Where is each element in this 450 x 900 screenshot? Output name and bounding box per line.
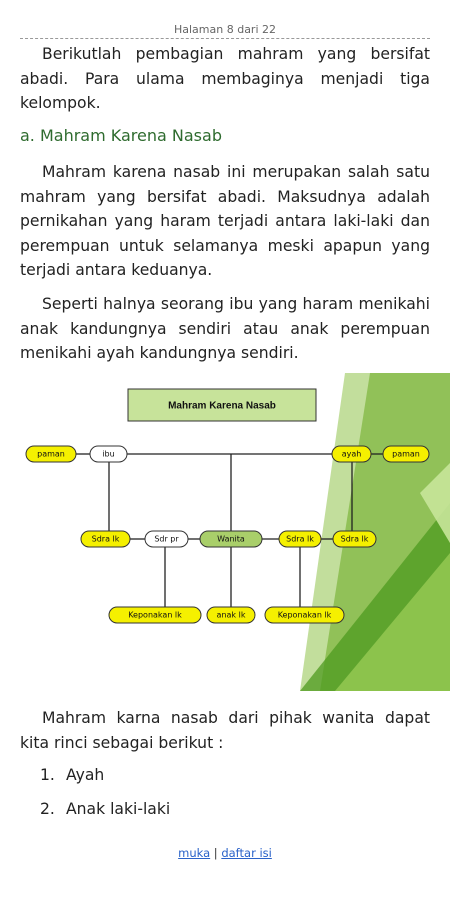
- list-item: [40, 800, 170, 818]
- list-text: Anak laki-laki: [66, 800, 171, 818]
- list-number: 2.: [40, 800, 55, 818]
- page-indicator: Halaman 8 dari 22: [173, 23, 277, 36]
- node-anak-lk: [207, 607, 255, 623]
- diagram-svg: [0, 373, 450, 691]
- svg-text:Sdra lk: Sdra lk: [91, 534, 120, 544]
- node-sdra-lk-mid: [279, 531, 321, 547]
- svg-text:Keponakan lk: Keponakan lk: [128, 610, 182, 620]
- node-ibu: [90, 446, 127, 462]
- mahram-diagram: [0, 373, 450, 691]
- node-paman-right: [383, 446, 429, 462]
- svg-text:Sdra lk: Sdra lk: [286, 534, 314, 544]
- node-paman-left: [26, 446, 76, 462]
- svg-text:Keponakan lk: Keponakan lk: [277, 610, 332, 620]
- muka-link[interactable]: muka: [178, 846, 211, 860]
- footer-nav: [0, 846, 450, 860]
- node-sdr-pr: [145, 531, 188, 547]
- footer-separator: |: [213, 846, 218, 860]
- svg-text:ayah: ayah: [341, 449, 362, 459]
- node-wanita: [200, 531, 262, 547]
- diagram-title: Mahram Karena Nasab: [168, 400, 276, 412]
- svg-text:Sdra lk: Sdra lk: [340, 534, 369, 544]
- diagram-background: [300, 373, 450, 691]
- section-paragraph-1: Mahram karena nasab ini merupakan salah satu mahram yang bersifat abadi. Maksudnya adalah pernikahan yang haram terjadi antara laki-laki dan perempuan untuk selamanya meski apapun yang terjadi antara keduanya.: [20, 163, 430, 279]
- svg-text:paman: paman: [37, 449, 65, 459]
- diagram-title-box: [128, 389, 316, 421]
- list-text: Ayah: [66, 766, 105, 784]
- daftar-isi-link[interactable]: daftar isi: [221, 846, 272, 860]
- node-sdra-lk-right: [333, 531, 376, 547]
- svg-text:Wanita: Wanita: [217, 534, 245, 544]
- header-divider: [20, 38, 430, 39]
- svg-text:anak lk: anak lk: [216, 610, 246, 620]
- list-number: 1.: [40, 766, 55, 784]
- svg-text:Sdr pr: Sdr pr: [154, 534, 179, 544]
- node-sdra-lk-left: [81, 531, 130, 547]
- list-item: [40, 766, 104, 784]
- intro-paragraph: Berikutlah pembagian mahram yang bersifat abadi. Para ulama membaginya menjadi tiga kelompok.: [20, 45, 430, 112]
- node-keponakan-right: [265, 607, 344, 623]
- node-keponakan-left: [109, 607, 201, 623]
- node-ayah: [332, 446, 371, 462]
- outro-paragraph: Mahram karna nasab dari pihak wanita dapat kita rinci sebagai berikut :: [20, 709, 430, 752]
- section-heading: a. Mahram Karena Nasab: [20, 126, 222, 145]
- section-paragraph-2: Seperti halnya seorang ibu yang haram menikahi anak kandungnya sendiri atau anak perempuan menikahi ayah kandungnya sendiri.: [20, 295, 430, 362]
- svg-text:ibu: ibu: [102, 449, 115, 459]
- svg-text:paman: paman: [392, 449, 420, 459]
